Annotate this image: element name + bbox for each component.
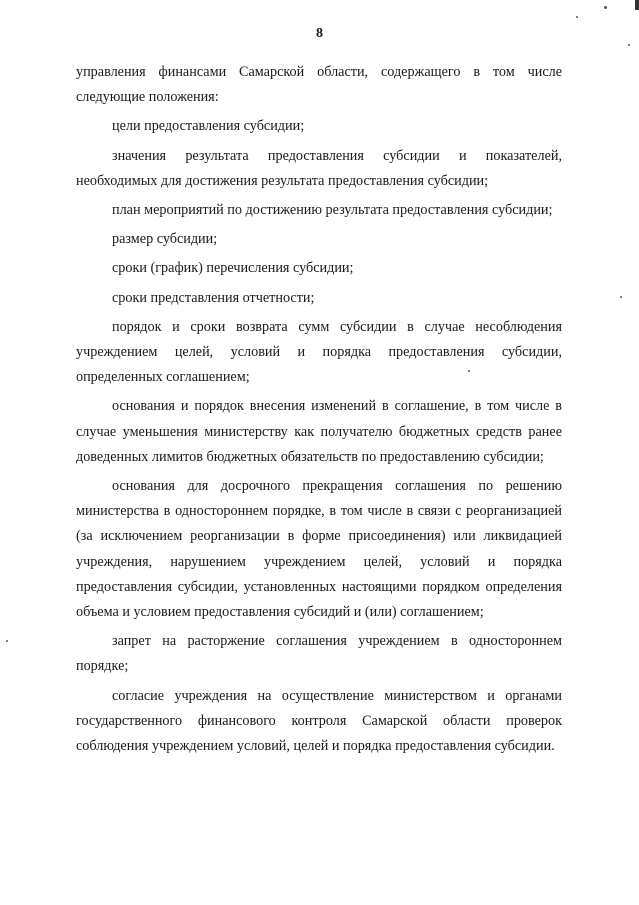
scan-speck [6,640,8,642]
paragraph-goals: цели предоставления субсидии; [112,118,305,135]
scan-speck [604,6,607,9]
paragraph-audit-consent: согласие учреждения на осуществление министерством и органами государственного финансового контроля Самарской области проверок соблюдения учреждением условий, целей и порядка предоставления субсидии. [76,687,562,755]
scan-speck [468,370,470,372]
page-number: 8 [316,26,323,41]
paragraph-termination-ban: запрет на расторжение соглашения учреждением в одностороннем порядке; [76,633,562,675]
paragraph-reporting-terms: сроки представления отчетности; [112,289,315,306]
paragraph-early-termination: основания для досрочного прекращения соглашения по решению министерства в одностороннем порядке, в том числе в связи с реорганизацией (за исключением реорганизации в форме присоединения) или ликвидацией учреждения, нарушением учреждением целей, условий и порядка предоставления субсидии, установленных настоящими порядком определения объема и условием предоставления субсидий и (или) соглашением; [76,478,562,621]
scan-speck [628,44,630,46]
paragraph-subsidy-size: размер субсидии; [112,231,218,248]
scan-speck [576,16,578,18]
document-body [76,60,562,759]
paragraph-result-values: значения результата предоставления субсидии и показателей, необходимых для достижения результата предоставления субсидии; [76,147,562,189]
scan-speck [620,296,622,298]
paragraph-continuation: управления финансами Самарской области, содержащего в том числе следующие положения: [76,64,562,106]
paragraph-transfer-schedule: сроки (график) перечисления субсидии; [112,260,354,277]
paragraph-amendment-grounds: основания и порядок внесения изменений в соглашение, в том числе в случае уменьшения министерству как получателю бюджетных средств ранее доведенных лимитов бюджетных обязательств по предоставлению субсидии; [76,398,562,465]
paragraph-refund-procedure: порядок и сроки возврата сумм субсидии в случае несоблюдения учреждением целей, условий и порядка предоставления субсидии, определенных соглашением; [76,318,562,386]
paragraph-action-plan: план мероприятий по достижению результата предоставления субсидии; [112,202,553,219]
scan-edge-mark [635,0,639,10]
